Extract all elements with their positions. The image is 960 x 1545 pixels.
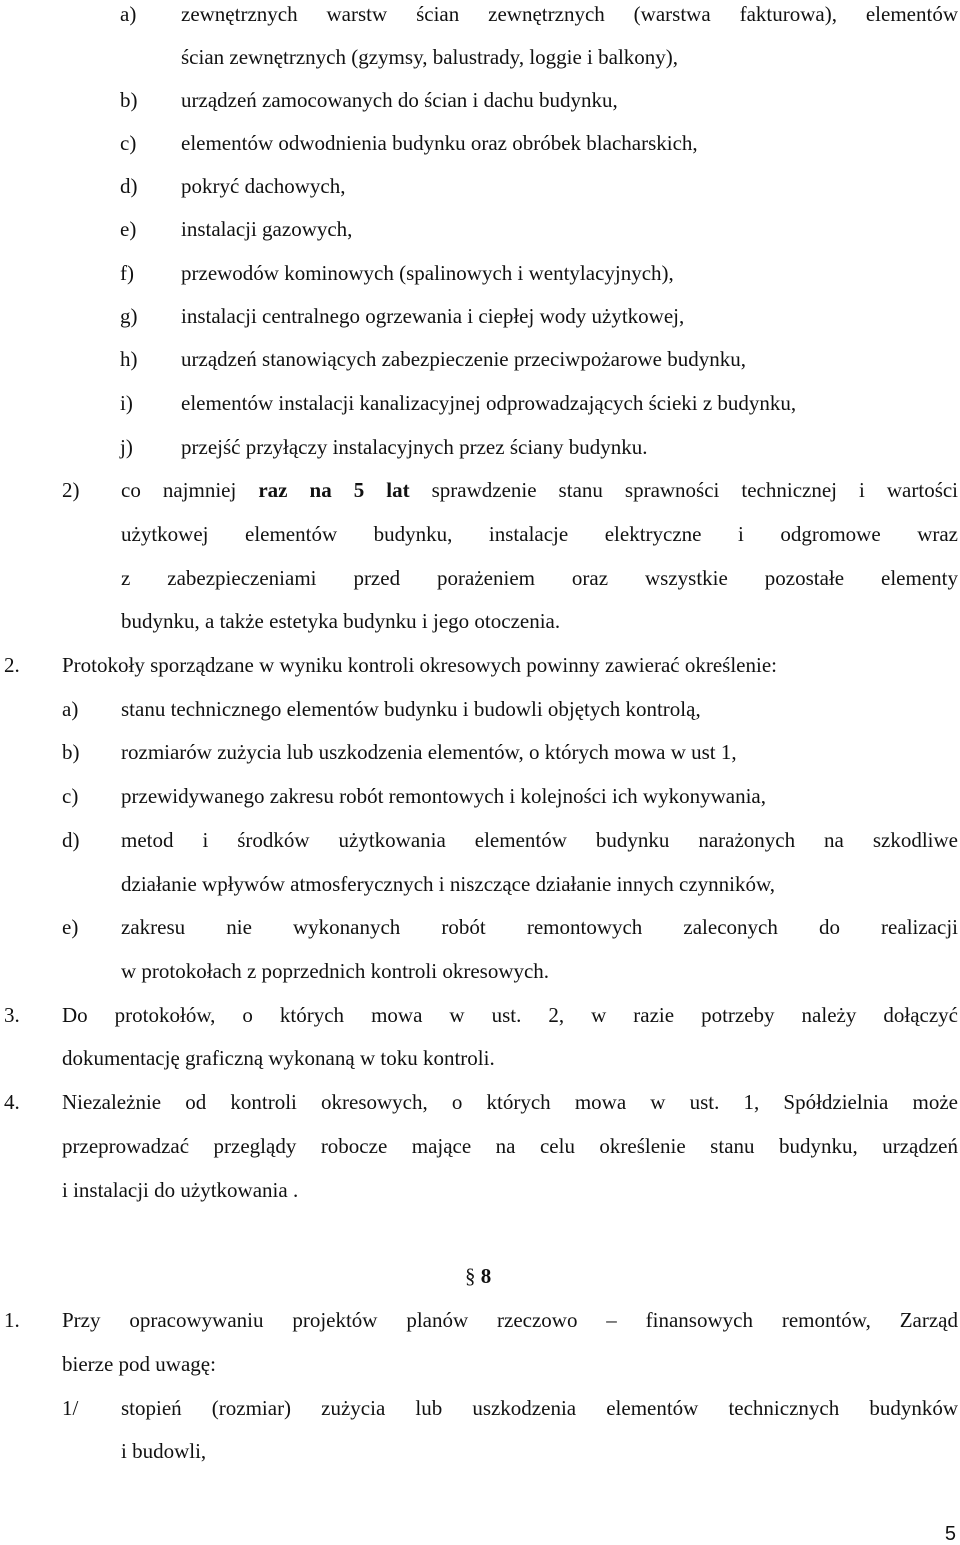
paragraph-text: i instalacji do użytkowania . xyxy=(62,1178,299,1202)
list-item-text: instalacji gazowych, xyxy=(181,217,353,241)
list-item-text: stopień (rozmiar) zużycia lub uszkodzenia elementów technicznych budynków xyxy=(121,1396,958,1420)
paragraph-text: Niezależnie od kontroli okresowych, o których mowa w ust. 1, Spółdzielnia może xyxy=(62,1090,958,1114)
list-item-text: działanie wpływów atmosferycznych i niszczące działanie innych czynników, xyxy=(121,872,776,896)
list-item-text: ścian zewnętrznych (gzymsy, balustrady, loggie i balkony), xyxy=(181,45,679,69)
list-label: b) xyxy=(62,740,80,764)
list-item-text: stanu technicznego elementów budynku i budowli objętych kontrolą, xyxy=(121,697,701,721)
list-label: d) xyxy=(120,174,138,198)
paragraph-text: Przy opracowywaniu projektów planów rzeczowo – finansowych remontów, Zarząd xyxy=(62,1308,958,1332)
list-item-text: przewodów kominowych (spalinowych i wentylacyjnych), xyxy=(181,261,674,285)
item-2-first-line xyxy=(121,480,958,501)
list-label: 2) xyxy=(62,478,80,502)
list-item-text: rozmiarów zużycia lub uszkodzenia elementów, o których mowa w ust 1, xyxy=(121,740,737,764)
list-label: c) xyxy=(62,784,79,808)
list-label: d) xyxy=(62,828,80,852)
page-number: 5 xyxy=(944,1523,956,1545)
list-item-text: urządzeń stanowiących zabezpieczenie przeciwpożarowe budynku, xyxy=(181,347,746,371)
list-item-text: zakresu nie wykonanych robót remontowych zaleconych do realizacji xyxy=(121,915,958,939)
list-label: b) xyxy=(120,88,138,112)
list-label: a) xyxy=(120,2,137,26)
list-item-text: zewnętrznych warstw ścian zewnętrznych (warstwa fakturowa), elementów xyxy=(181,2,958,26)
list-item-text: pokryć dachowych, xyxy=(181,174,346,198)
section-number: 8 xyxy=(480,1264,492,1288)
paragraph-text: przeprowadzać przeglądy robocze mające na celu określenie stanu budynku, urządzeń xyxy=(62,1134,958,1158)
item-2-text: budynku, a także estetyka budynku i jego otoczenia. xyxy=(121,609,561,633)
paragraph-text: dokumentację graficzną wykonaną w toku kontroli. xyxy=(62,1046,495,1070)
item-2-text: z zabezpieczeniami przed porażeniem oraz wszystkie pozostałe elementy xyxy=(121,566,958,590)
list-item-text: w protokołach z poprzednich kontroli okresowych. xyxy=(121,959,550,983)
list-label: i) xyxy=(120,391,133,415)
paragraph-number: 4. xyxy=(4,1090,20,1114)
item-2-pre: co najmniej xyxy=(121,478,237,502)
list-label: a) xyxy=(62,697,79,721)
section-symbol: § xyxy=(465,1264,476,1288)
paragraph-text: bierze pod uwagę: xyxy=(62,1352,216,1376)
list-item-text: przewidywanego zakresu robót remontowych i kolejności ich wykonywania, xyxy=(121,784,766,808)
list-item-text: elementów odwodnienia budynku oraz obróbek blacharskich, xyxy=(181,131,698,155)
paragraph-text: Do protokołów, o których mowa w ust. 2, w razie potrzeby należy dołączyć xyxy=(62,1003,958,1027)
list-label: e) xyxy=(62,915,79,939)
list-item-text: przejść przyłączy instalacyjnych przez ściany budynku. xyxy=(181,435,648,459)
list-item-text: instalacji centralnego ogrzewania i ciepłej wody użytkowej, xyxy=(181,304,685,328)
list-item-text: i budowli, xyxy=(121,1439,207,1463)
paragraph-number: 1. xyxy=(4,1308,20,1332)
paragraph-text: Protokoły sporządzane w wyniku kontroli okresowych powinny zawierać określenie: xyxy=(62,653,777,677)
list-label: 1/ xyxy=(62,1396,79,1420)
list-label: c) xyxy=(120,131,137,155)
paragraph-number: 2. xyxy=(4,653,20,677)
list-item-text: urządzeń zamocowanych do ścian i dachu budynku, xyxy=(181,88,618,112)
section-heading xyxy=(465,1266,491,1287)
item-2-bold-emphasis: raz na 5 lat xyxy=(258,478,410,502)
list-label: e) xyxy=(120,217,137,241)
list-label: j) xyxy=(120,435,133,459)
item-2-post: sprawdzenie stanu sprawności technicznej i wartości xyxy=(431,478,959,502)
list-label: g) xyxy=(120,304,138,328)
list-label: f) xyxy=(120,261,134,285)
list-item-text: elementów instalacji kanalizacyjnej odprowadzających ścieki z budynku, xyxy=(181,391,797,415)
list-item-text: metod i środków użytkowania elementów budynku narażonych na szkodliwe xyxy=(121,828,958,852)
list-label: h) xyxy=(120,347,138,371)
item-2-text: użytkowej elementów budynku, instalacje elektryczne i odgromowe wraz xyxy=(121,522,958,546)
paragraph-number: 3. xyxy=(4,1003,20,1027)
